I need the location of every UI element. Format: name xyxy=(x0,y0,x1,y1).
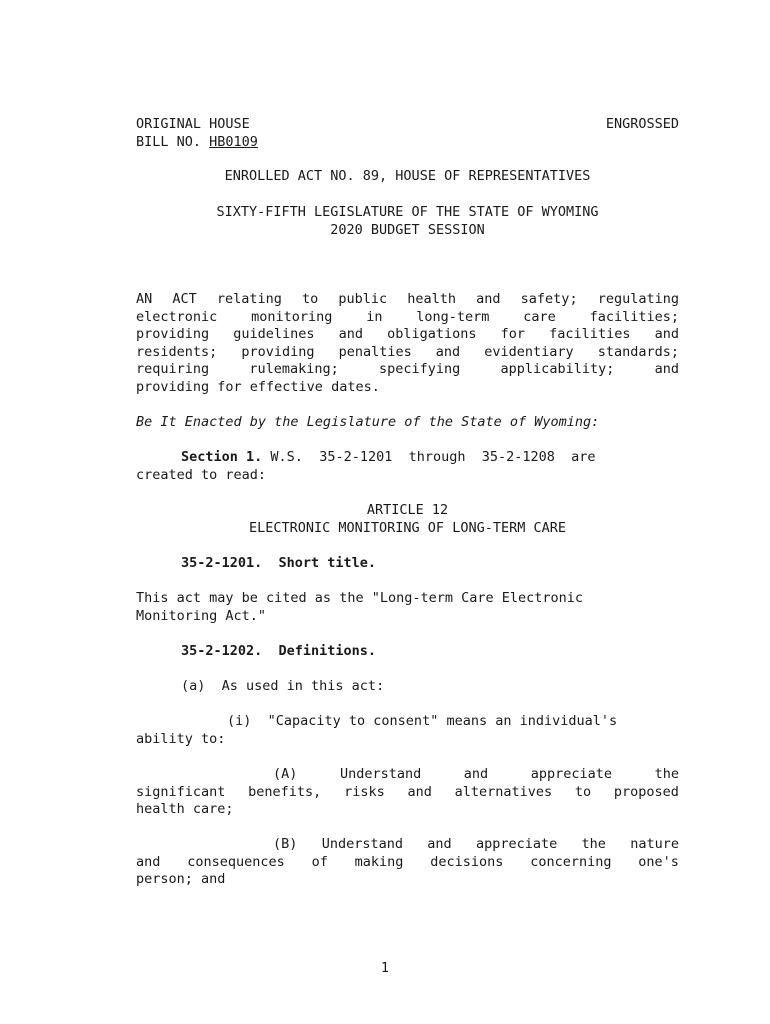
definition-i-line-1: (i) "Capacity to consent" means an individual's xyxy=(227,713,618,729)
session-line: 2020 BUDGET SESSION xyxy=(330,221,485,238)
definition-B-line-2: and consequences of making decisions concerning one's xyxy=(136,853,679,870)
act-intro-line-4: residents; providing penalties and evidentiary standards; xyxy=(136,343,679,360)
bill-number: HB0109 xyxy=(209,133,258,150)
section-1202-a: (a) As used in this act: xyxy=(181,678,385,694)
section-1201-line-1: This act may be cited as the "Long-term Care Electronic xyxy=(136,590,584,606)
definition-A xyxy=(136,766,679,819)
legislature-line: SIXTY-FIFTH LEGISLATURE OF THE STATE OF WYOMING xyxy=(216,204,599,220)
definition-A-line-1: (A) Understand and appreciate the xyxy=(273,766,679,782)
article-number: ARTICLE 12 xyxy=(366,502,449,518)
act-intro-line-3: providing guidelines and obligations for facilities and xyxy=(136,326,679,343)
act-intro-line-1: AN ACT relating to public health and safety; regulating xyxy=(136,291,679,307)
section-1 xyxy=(136,449,679,484)
section-1201-text xyxy=(136,590,679,625)
section-1-text-line-2: created to read: xyxy=(136,466,267,483)
definition-B-line-3: person; and xyxy=(136,871,226,888)
article-heading xyxy=(136,502,679,537)
section-1202-heading: 35-2-1202. Definitions. xyxy=(181,643,377,659)
section-1201-line-2: Monitoring Act." xyxy=(136,607,267,624)
definition-i-line-2: ability to: xyxy=(136,730,226,747)
legislature-title xyxy=(136,204,679,239)
section-1-text: W.S. 35-2-1201 through 35-2-1208 are xyxy=(270,449,596,465)
act-intro-line-5: requiring rulemaking; specifying applicability; and xyxy=(136,361,679,378)
bill-header xyxy=(136,116,679,151)
definition-A-line-3: health care; xyxy=(136,801,234,818)
article-title: ELECTRONIC MONITORING OF LONG-TERM CARE xyxy=(249,519,566,536)
enacting-clause: Be It Enacted by the Legislature of the State of Wyoming: xyxy=(136,414,600,430)
act-intro xyxy=(136,291,679,397)
bill-no-label: BILL NO. xyxy=(136,133,202,150)
definition-B-line-1: (B) Understand and appreciate the nature xyxy=(273,836,679,852)
act-intro-line-2: electronic monitoring in long-term care facilities; xyxy=(136,308,679,325)
definition-A-line-2: significant benefits, risks and alternatives to proposed xyxy=(136,783,679,800)
section-1-label: Section 1. xyxy=(181,449,263,465)
engrossed-label: ENGROSSED xyxy=(605,116,679,132)
section-1201-heading: 35-2-1201. Short title. xyxy=(181,555,377,571)
definition-B xyxy=(136,836,679,889)
page-number: 1 xyxy=(380,960,390,976)
original-house-label: ORIGINAL HOUSE xyxy=(136,116,250,132)
enrolled-act-title: ENROLLED ACT NO. 89, HOUSE OF REPRESENTATIVES xyxy=(224,168,591,184)
act-intro-line-6: providing for effective dates. xyxy=(136,378,380,395)
definition-i xyxy=(136,713,679,748)
